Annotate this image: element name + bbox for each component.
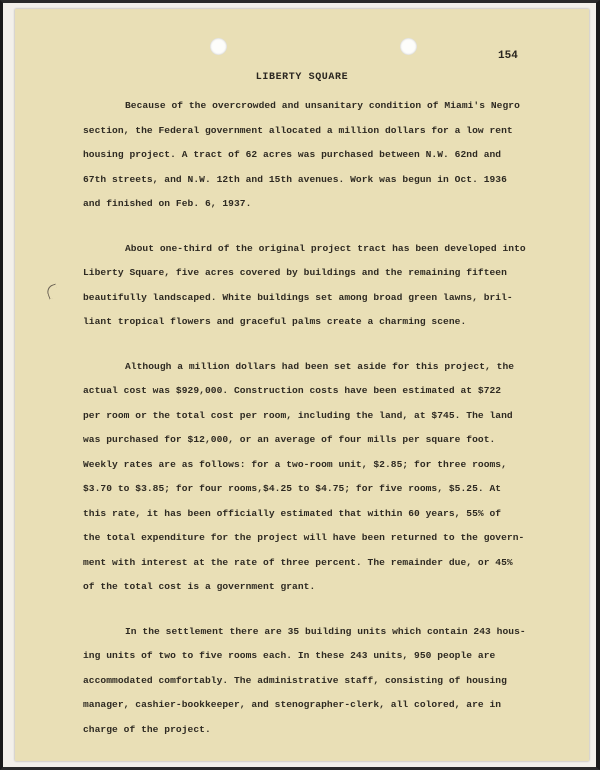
text-line: In the settlement there are 35 building units which contain 243 hous- (125, 625, 526, 637)
page-title: LIBERTY SQUARE (255, 72, 349, 83)
typed-page (15, 9, 589, 761)
text-line: ment with interest at the rate of three percent. The remainder due, or 45% (83, 556, 513, 568)
text-line: Although a million dollars had been set aside for this project, the (125, 360, 515, 372)
paragraph-1 (83, 94, 529, 217)
text-line: was purchased for $12,000, or an average of four mills per square foot. (83, 434, 496, 445)
text-line: About one-third of the original project tract has been developed into (125, 242, 526, 254)
text-line: $3.70 to $3.85; for four rooms,$4.25 to $4.75; for five rooms, $5.25. At (83, 483, 502, 494)
text-line: 67th streets, and N.W. 12th and 15th avenues. Work was begun in Oct. 1936 (83, 173, 507, 185)
text-line: per room or the total cost per room, including the land, at $745. The land (83, 409, 513, 421)
text-line: Liberty Square, five acres covered by buildings and the remaining fifteen (83, 267, 507, 278)
punch-hole-left (210, 38, 227, 55)
text-line: accommodated comfortably. The administrative staff, consisting of housing (83, 674, 507, 686)
text-line: beautifully landscaped. White buildings set among broad green lawns, bril- (83, 291, 513, 303)
text-line: liant tropical flowers and graceful palms create a charming scene. (83, 316, 467, 327)
text-line: charge of the project. (83, 723, 211, 735)
text-line: section, the Federal government allocated a million dollars for a low rent (83, 124, 513, 136)
punch-hole-right (400, 38, 417, 55)
paragraph-4 (83, 620, 529, 743)
text-line: ing units of two to five rooms each. In these 243 units, 950 people are (83, 650, 496, 661)
text-line: Because of the overcrowded and unsanitary condition of Miami's Negro (125, 100, 520, 111)
text-line: the total expenditure for the project will have been returned to the govern- (83, 532, 525, 543)
text-line: of the total cost is a government grant. (83, 581, 316, 592)
paragraph-2 (83, 237, 529, 335)
page-number: 154 (498, 50, 518, 62)
paragraph-3 (83, 355, 529, 600)
text-line: Weekly rates are as follows: for a two-room unit, $2.85; for three rooms, (83, 458, 507, 470)
text-line: housing project. A tract of 62 acres was purchased between N.W. 62nd and (83, 149, 502, 160)
text-line: manager, cashier-bookkeeper, and stenographer-clerk, all colored, are in (83, 699, 502, 710)
text-line: and finished on Feb. 6, 1937. (83, 198, 252, 209)
text-line: this rate, it has been officially estimated that within 60 years, 55% of (83, 507, 502, 519)
body-text (83, 94, 529, 762)
pencil-mark (45, 284, 60, 300)
text-line: actual cost was $929,000. Construction costs have been estimated at $722 (83, 385, 502, 396)
